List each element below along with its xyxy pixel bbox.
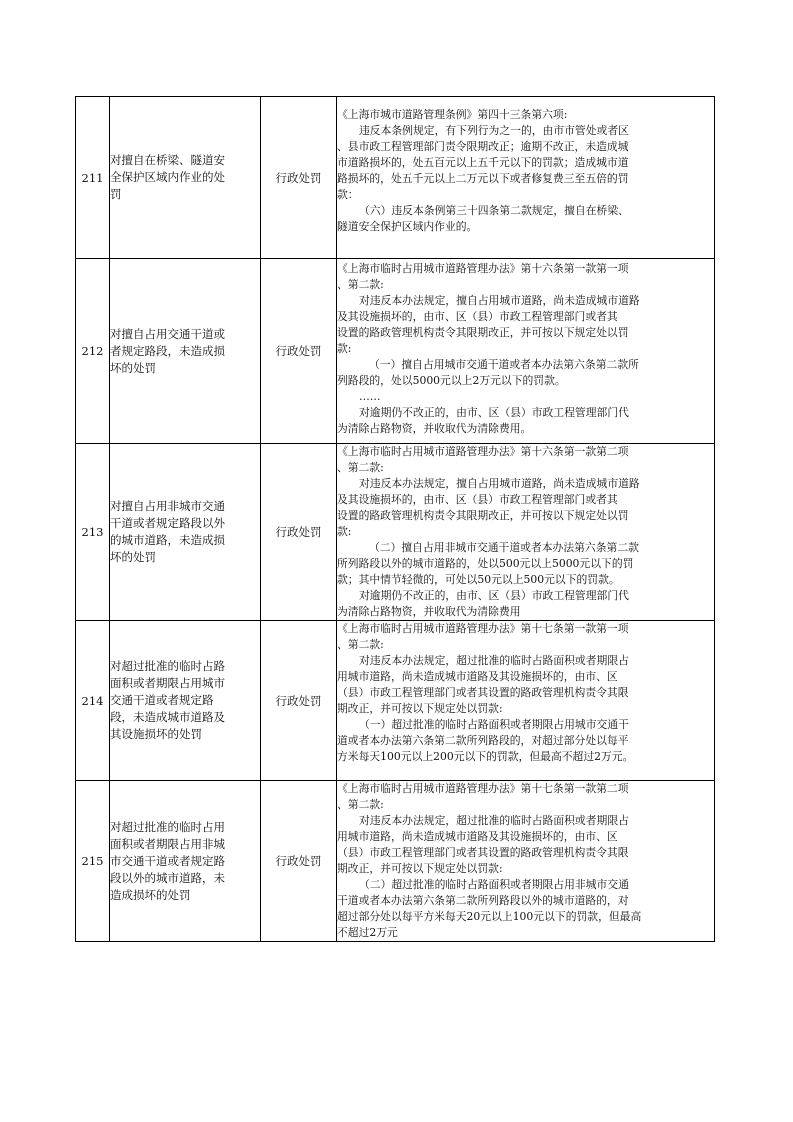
table-row [76,97,715,259]
legal-basis: 《上海市临时占用城市道路管理办法》第十六条第一款第二项 、第二款: 对违反本办法规定，擅自占用城市道路，尚未造成城市道路 及其设施损坏的，由市、区（县）市政工程管理部门或者其 设置的路政管理机构责令其限期改正，并可按以下规定处以罚 款: （二）擅自占用非城市交通干道或者本办法第六条第二款 所列路段以外的城市道路的，处以500元以上5000元以下的罚 款；其中情节轻微的，可处以50元以上500元以下的罚款。 对逾期仍不改正的，由市、区（县）市政工程管理部门代 为清除占路物资，并收取代为清除费用 [337,444,715,621]
row-number: 212 [76,259,110,444]
table-row [76,621,715,781]
item-name: 对超过批准的临时占路 面积或者期限占用城市 交通干道或者规定路 段，未造成城市道路及 其设施损坏的处罚 [110,621,261,781]
row-number: 214 [76,621,110,781]
row-number: 215 [76,781,110,942]
legal-basis: 《上海市临时占用城市道路管理办法》第十六条第一款第一项 、第二款: 对违反本办法规定，擅自占用城市道路，尚未造成城市道路 及其设施损坏的，由市、区（县）市政工程管理部门或者其 设置的路政管理机构责令其限期改正，并可按以下规定处以罚 款: （一）擅自占用城市交通干道或者本办法第六条第二款所 列路段的，处以5000元以上2万元以下的罚款。 …… 对逾期仍不改正的，由市、区（县）市政工程管理部门代 为清除占路物资，并收取代为清除费用。 [337,259,715,444]
legal-basis: 《上海市临时占用城市道路管理办法》第十七条第一款第一项 、第二款: 对违反本办法规定，超过批准的临时占路面积或者期限占 用城市道路，尚未造成城市道路及其设施损坏的，由市、区 （县）市政工程管理部门或者其设置的路政管理机构责令其限 期改正，并可按以下规定处以罚款: （一）超过批准的临时占路面积或者期限占用城市交通干 道或者本办法第六条第二款所列路段的，对超过部分处以每平 方米每天100元以上200元以下的罚款，但最高不超过2万元。 [337,621,715,781]
table-row [76,259,715,444]
table-row [76,781,715,942]
penalty-type: 行政处罚 [261,97,337,259]
row-number: 211 [76,97,110,259]
penalty-type: 行政处罚 [261,621,337,781]
row-number: 213 [76,444,110,621]
item-name: 对擅自占用交通干道或 者规定路段，未造成损 坏的处罚 [110,259,261,444]
table-row [76,444,715,621]
item-name: 对擅自占用非城市交通 干道或者规定路段以外 的城市道路，未造成损 坏的处罚 [110,444,261,621]
penalty-type: 行政处罚 [261,259,337,444]
legal-basis: 《上海市城市道路管理条例》第四十三条第六项: 违反本条例规定，有下列行为之一的，由市市管处或者区 、县市政工程管理部门责令限期改正；逾期不改正，未造成城 市道路损坏的，处五百元以上五千元以下的罚款；造成城市道 路损坏的，处五千元以上二万元以下或者修复费三至五倍的罚 款： （六）违反本条例第三十四条第二款规定，擅自在桥梁、 隧道安全保护区域内作业的。 [337,97,715,259]
penalty-table [75,96,715,942]
item-name: 对擅自在桥梁、隧道安 全保护区域内作业的处 罚 [110,97,261,259]
penalty-type: 行政处罚 [261,444,337,621]
item-name: 对超过批准的临时占用 面积或者期限占用非城 市交通干道或者规定路 段以外的城市道路，未 造成损坏的处罚 [110,781,261,942]
penalty-type: 行政处罚 [261,781,337,942]
legal-basis: 《上海市临时占用城市道路管理办法》第十七条第一款第二项 、第二款: 对违反本办法规定，超过批准的临时占路面积或者期限占 用城市道路，尚未造成城市道路及其设施损坏的，由市、区 （县）市政工程管理部门或者其设置的路政管理机构责令其限 期改正，并可按以下规定处以罚款: （二）超过批准的临时占路面积或者期限占用非城市交通 干道或者本办法第六条第二款所列路段以外的城市道路的，对 超过部分处以每平方米每天20元以上100元以下的罚款，但最高 不超过2万元 [337,781,715,942]
